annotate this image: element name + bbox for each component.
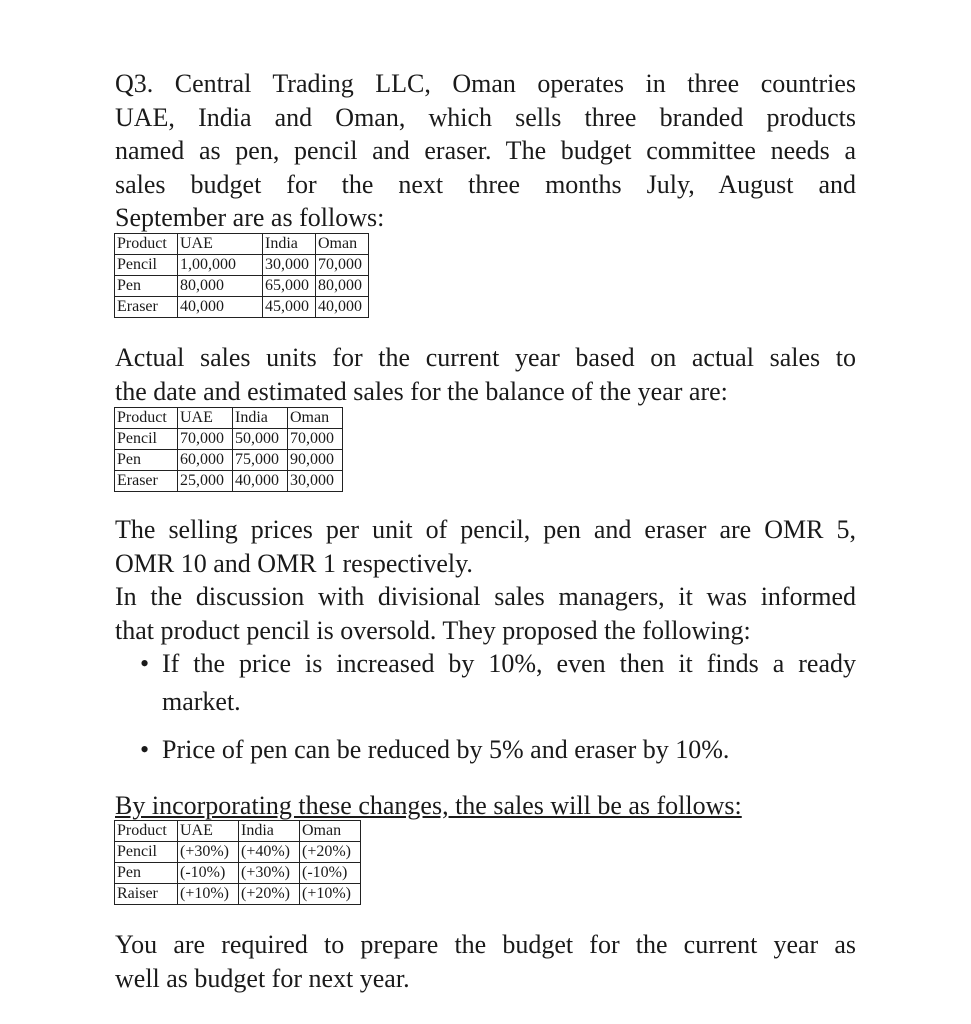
bullet-icon: • [140,735,150,764]
table-cell: (+20%) [239,884,300,905]
question-line: Q3. Central Trading LLC, Oman operates in three countries [115,69,856,98]
table-header-row [115,821,361,842]
table-header-cell: Oman [316,234,369,255]
table-cell: 45,000 [263,297,316,318]
table-cell: 65,000 [263,276,316,297]
table-row [115,255,369,276]
table-cell: (-10%) [300,863,361,884]
table-cell: 1,00,000 [178,255,263,276]
table-row [115,297,369,318]
requirement-paragraph [115,928,856,995]
table-cell: Pen [115,276,178,297]
table-header-cell: Oman [300,821,361,842]
question-paragraph [115,67,856,235]
table-cell: Pen [115,450,178,471]
table-cell: 30,000 [263,255,316,276]
question-line: sales budget for the next three months July, August and [115,169,856,199]
table-cell: 70,000 [288,429,343,450]
prices-line: The selling prices per unit of pencil, pen and eraser are OMR 5, [115,515,856,544]
question-line: September are as follows: [115,203,385,232]
table-cell: 25,000 [178,471,233,492]
table-cell: (+10%) [300,884,361,905]
bullet-text: market. [162,686,241,716]
question-line: UAE, India and Oman, which sells three branded products [115,102,856,132]
prices-line: OMR 10 and OMR 1 respectively. [115,548,473,578]
table-cell: Pen [115,863,178,884]
table-header-cell: India [239,821,300,842]
table-cell: (+20%) [300,842,361,863]
table-cell: 60,000 [178,450,233,471]
table-row [115,884,361,905]
bullet-icon: • [140,649,150,678]
table-cell: 75,000 [233,450,288,471]
prices-line: that product pencil is oversold. They proposed the following: [115,615,751,645]
table-cell: 80,000 [316,276,369,297]
table-row [115,429,343,450]
actual-sales-table [114,407,343,492]
table-header-cell: Product [115,408,178,429]
proposal-bullet-list [140,733,856,767]
sales-budget-table [114,233,369,318]
actual-sales-line: the date and estimated sales for the balance of the year are: [115,376,728,406]
changes-table [114,820,361,905]
prices-paragraph [115,513,856,647]
actual-sales-paragraph [115,341,856,408]
table-cell: Pencil [115,255,178,276]
table-header-cell: India [233,408,288,429]
proposal-bullet-list [140,647,856,718]
table-cell: 50,000 [233,429,288,450]
table-cell: 70,000 [178,429,233,450]
table-row [115,842,361,863]
table-cell: (+30%) [239,863,300,884]
requirement-line: well as budget for next year. [115,963,410,993]
table-cell: Pencil [115,429,178,450]
actual-sales-line: Actual sales units for the current year based on actual sales to [115,343,856,372]
bullet-text: Price of pen can be reduced by 5% and eraser by 10%. [162,735,730,764]
table-cell: Eraser [115,297,178,318]
bullet-text: If the price is increased by 10%, even then it finds a ready [162,649,856,678]
changes-line [115,789,856,823]
table-cell: (-10%) [178,863,239,884]
table-header-row [115,234,369,255]
question-line: named as pen, pencil and eraser. The budget committee needs a [115,136,856,165]
prices-line: In the discussion with divisional sales managers, it was informed [115,582,856,611]
table-header-cell: UAE [178,408,233,429]
table-row [115,450,343,471]
bullet-item [140,647,856,718]
table-row [115,863,361,884]
table-header-cell: UAE [178,234,263,255]
table-cell: Eraser [115,471,178,492]
table-cell: Pencil [115,842,178,863]
table-row [115,276,369,297]
table-cell: 40,000 [233,471,288,492]
table-cell: 70,000 [316,255,369,276]
table-cell: (+30%) [178,842,239,863]
table-cell: 40,000 [316,297,369,318]
changes-paragraph [115,789,856,823]
table-cell: 40,000 [178,297,263,318]
table-header-cell: India [263,234,316,255]
requirement-line: You are required to prepare the budget for the current year as [115,930,856,959]
table-header-row [115,408,343,429]
table-cell: Raiser [115,884,178,905]
table-header-cell: UAE [178,821,239,842]
table-cell: 30,000 [288,471,343,492]
changes-text: By incorporating these changes, the sales will be as follows: [115,791,742,820]
table-header-cell: Oman [288,408,343,429]
table-cell: (+10%) [178,884,239,905]
table-header-cell: Product [115,821,178,842]
table-header-cell: Product [115,234,178,255]
table-cell: 90,000 [288,450,343,471]
bullet-item [140,733,856,767]
table-cell: (+40%) [239,842,300,863]
table-row [115,471,343,492]
table-cell: 80,000 [178,276,263,297]
